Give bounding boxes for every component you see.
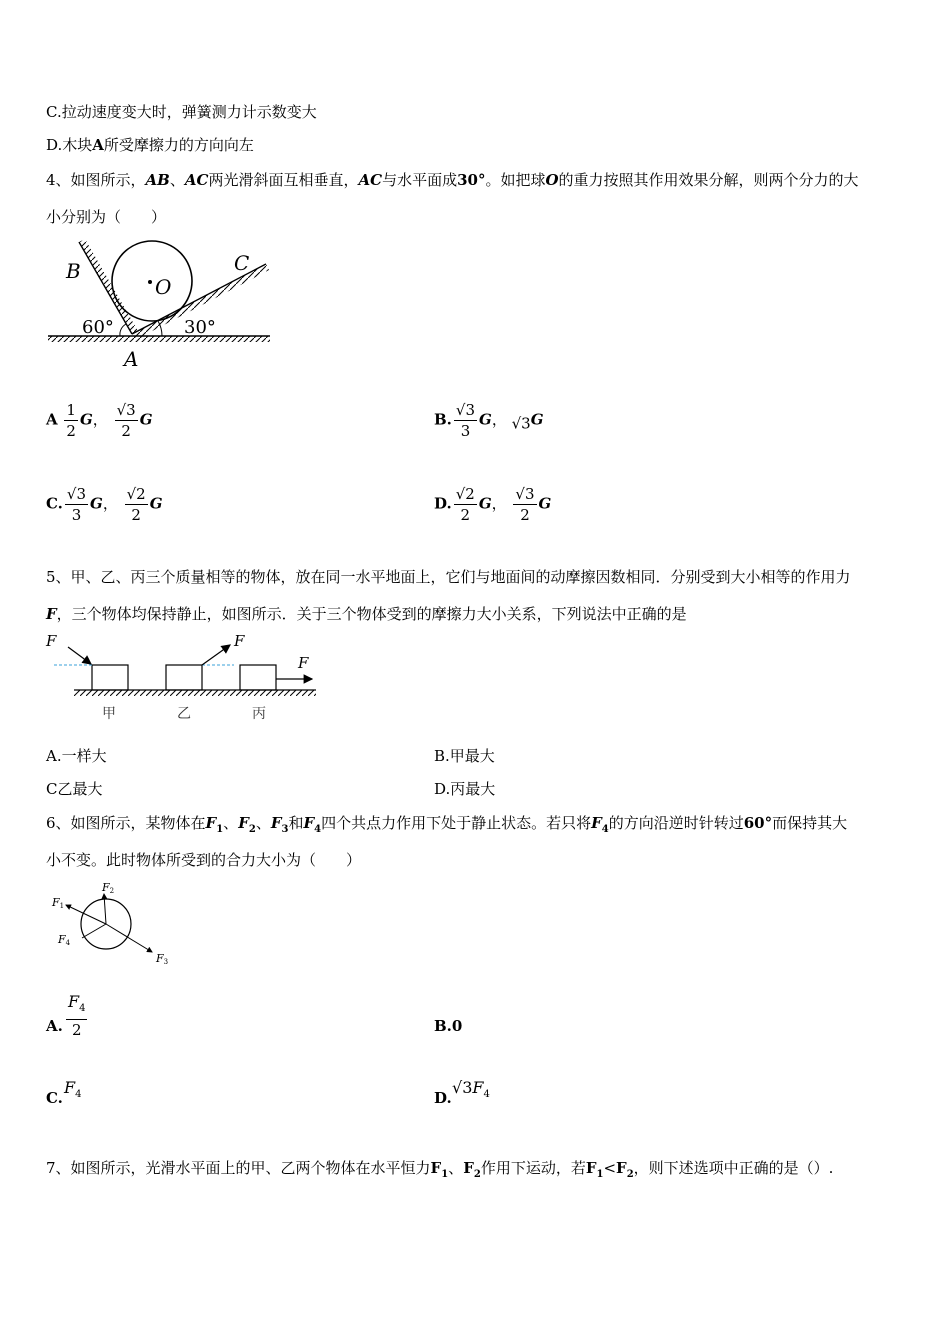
text: AC <box>358 171 383 189</box>
text: G <box>538 494 552 513</box>
label-o: O <box>155 275 172 299</box>
q6-option-c <box>46 1088 63 1108</box>
q4-figure-inclined-planes <box>44 236 276 372</box>
text: 、 <box>448 1159 464 1177</box>
text: G <box>79 410 93 429</box>
q4-option-a <box>46 400 153 441</box>
label-f3: F3 <box>156 952 169 966</box>
text: G <box>90 494 103 513</box>
denominator: 2 <box>71 1021 82 1040</box>
subscript: 4 <box>314 824 322 835</box>
option-label: C. <box>46 1089 63 1107</box>
text: F <box>205 814 217 832</box>
text: 四个共点力作用下处于静止状态。若只将 <box>321 814 592 832</box>
text: F <box>463 1159 474 1177</box>
text: F <box>238 814 249 832</box>
text: F <box>68 992 80 1011</box>
label-b: B <box>66 259 81 283</box>
ball-center-dot <box>148 280 152 284</box>
fraction <box>513 484 536 525</box>
q4-option-b <box>434 400 544 441</box>
text: 、 <box>169 171 185 189</box>
q6-option-a <box>46 1016 63 1036</box>
fraction <box>454 484 477 525</box>
label-30: 30° <box>184 317 216 338</box>
numerator: √3 <box>455 401 476 419</box>
text: G <box>479 410 492 429</box>
force-f4 <box>82 924 106 938</box>
subscript: 4 <box>79 1003 86 1015</box>
text: 的重力按照其作用效果分解，则两个分力的大 <box>558 171 859 189</box>
denominator: 2 <box>520 506 530 524</box>
label-f-jia: F <box>46 632 57 650</box>
text: 和 <box>288 814 304 832</box>
denominator: 2 <box>121 422 131 440</box>
sqrt-3: √3 <box>452 1078 473 1097</box>
option-label: A <box>46 410 58 429</box>
q6-option-b <box>434 1016 462 1036</box>
text: 30° <box>457 171 486 189</box>
label-60: 60° <box>82 317 114 338</box>
numerator: 1 <box>66 401 76 419</box>
q6-option-a-fraction <box>64 992 89 1040</box>
q4-stem-line2: 小分别为（ ） <box>46 208 167 226</box>
force-arrow-jia <box>68 647 91 664</box>
text: ，则下述选项中正确的是（）. <box>633 1159 834 1177</box>
fraction <box>65 484 88 525</box>
text: 、 <box>255 814 271 832</box>
q6-option-d-value <box>452 1078 490 1105</box>
q3-option-d <box>46 135 254 155</box>
text: F <box>270 814 282 832</box>
fraction <box>66 992 87 1040</box>
subscript: 2 <box>248 824 256 835</box>
text: 。如把球 <box>485 171 546 189</box>
label-f4: F4 <box>58 933 71 947</box>
text: F <box>616 1159 627 1177</box>
text: F <box>64 1078 76 1097</box>
sqrt-3: √3 <box>511 414 531 433</box>
q6-option-d <box>434 1088 452 1108</box>
subscript: 1 <box>596 1169 604 1180</box>
text: G <box>139 410 153 429</box>
option-label: B. <box>434 1017 452 1035</box>
fraction <box>125 484 148 525</box>
denominator: 3 <box>460 422 471 440</box>
text: ，三个物体均保持静止，如图所示．关于三个物体受到的摩擦力大小关系，下列说法中正确的是 <box>56 605 687 623</box>
option-label: D. <box>434 494 452 513</box>
q5-option-d: D.丙最大 <box>434 780 496 798</box>
ball-o <box>112 241 192 321</box>
text: 作用下运动，若 <box>480 1159 586 1177</box>
subscript: 1 <box>441 1169 449 1180</box>
q5-option-a: A.一样大 <box>46 747 107 765</box>
fraction <box>64 400 78 441</box>
block-yi <box>166 665 202 690</box>
text: 4、如图所示， <box>46 171 146 189</box>
text: ， <box>491 410 507 429</box>
q6-option-c-value <box>64 1078 81 1105</box>
subscript: 4 <box>601 824 609 835</box>
text: 与水平面成 <box>382 171 458 189</box>
option-label: A. <box>46 1017 63 1035</box>
block-jia <box>92 665 128 690</box>
text: ， <box>92 410 108 429</box>
text: G <box>530 410 544 429</box>
angle-60-arc <box>120 324 126 336</box>
text: 60° <box>743 814 773 832</box>
force-f1 <box>66 905 106 924</box>
text: AB <box>145 171 170 189</box>
text: 6、如图所示，某物体在 <box>46 814 206 832</box>
text: 所受摩擦力的方向向左 <box>103 136 254 154</box>
text: 、 <box>223 814 239 832</box>
subscript: 2 <box>626 1169 634 1180</box>
numerator: √2 <box>126 485 146 503</box>
text: D.木块 <box>46 136 93 154</box>
q5-stem-line2 <box>46 604 687 624</box>
option-label: C. <box>46 494 63 513</box>
fraction <box>115 400 138 441</box>
denominator: 3 <box>71 506 82 524</box>
label-f-yi: F <box>234 632 245 650</box>
option-label: D. <box>434 1089 452 1107</box>
q5-stem-line1: 5、甲、乙、丙三个质量相等的物体，放在同一水平地面上，它们与地面间的动摩擦因数相同．分别受到大小相等的作用力 <box>46 568 851 586</box>
q5-figure-three-blocks <box>44 630 320 726</box>
text: 而保持其大 <box>772 814 848 832</box>
option-label: B. <box>434 410 452 429</box>
label-f-bing: F <box>298 654 309 672</box>
q7-stem <box>46 1158 833 1185</box>
q4-option-d <box>434 484 551 525</box>
text: F <box>46 605 57 623</box>
q5-option-b: B.甲最大 <box>434 747 495 765</box>
text: F <box>430 1159 442 1177</box>
label-c: C <box>234 251 250 275</box>
text: F <box>585 1159 597 1177</box>
q4-stem-line1 <box>46 170 859 190</box>
subscript: 4 <box>75 1089 82 1100</box>
numerator: √3 <box>116 401 136 419</box>
text: F <box>303 814 315 832</box>
label-f1: F1 <box>52 896 65 910</box>
subscript: 3 <box>281 824 289 835</box>
text: F <box>591 814 602 832</box>
subscript: 1 <box>216 824 224 835</box>
text: < <box>603 1159 617 1177</box>
q4-option-c <box>46 484 163 525</box>
text: ， <box>102 494 118 513</box>
text: F <box>472 1078 484 1097</box>
label-jia: 甲 <box>102 706 116 722</box>
force-arrow-yi <box>202 645 230 665</box>
label-a: A <box>124 347 139 371</box>
numerator <box>66 992 87 1020</box>
denominator: 2 <box>131 506 141 524</box>
q6-stem-line2: 小不变。此时物体所受到的合力大小为（ ） <box>46 851 362 869</box>
label-f2: F2 <box>102 881 115 895</box>
text: ， <box>491 494 507 513</box>
q6-figure-four-forces <box>46 880 176 970</box>
label-yi: 乙 <box>177 706 191 722</box>
numerator: √2 <box>455 485 475 503</box>
numerator: √3 <box>515 485 535 503</box>
q6-stem-line1 <box>46 813 847 840</box>
text: AC <box>184 171 209 189</box>
subscript: 4 <box>483 1089 490 1100</box>
subscript: 2 <box>473 1169 481 1180</box>
block-bing <box>240 665 276 690</box>
q3-option-c: C.拉动速度变大时，弹簧测力计示数变大 <box>46 103 317 121</box>
text: 两光滑斜面互相垂直， <box>208 171 359 189</box>
text: 的方向沿逆时针转过 <box>608 814 744 832</box>
denominator: 2 <box>460 506 471 524</box>
denominator: 2 <box>66 422 76 440</box>
numerator: √3 <box>66 485 87 503</box>
text: A <box>92 136 104 154</box>
text: 7、如图所示，光滑水平面上的甲、乙两个物体在水平恒力 <box>46 1159 431 1177</box>
text: 0 <box>451 1017 463 1035</box>
ground-hatch <box>74 690 316 696</box>
text: G <box>478 494 492 513</box>
q5-option-c: C乙最大 <box>46 780 103 798</box>
text: O <box>545 171 559 189</box>
label-bing: 丙 <box>252 706 266 722</box>
text: G <box>149 494 163 513</box>
fraction <box>454 400 477 441</box>
